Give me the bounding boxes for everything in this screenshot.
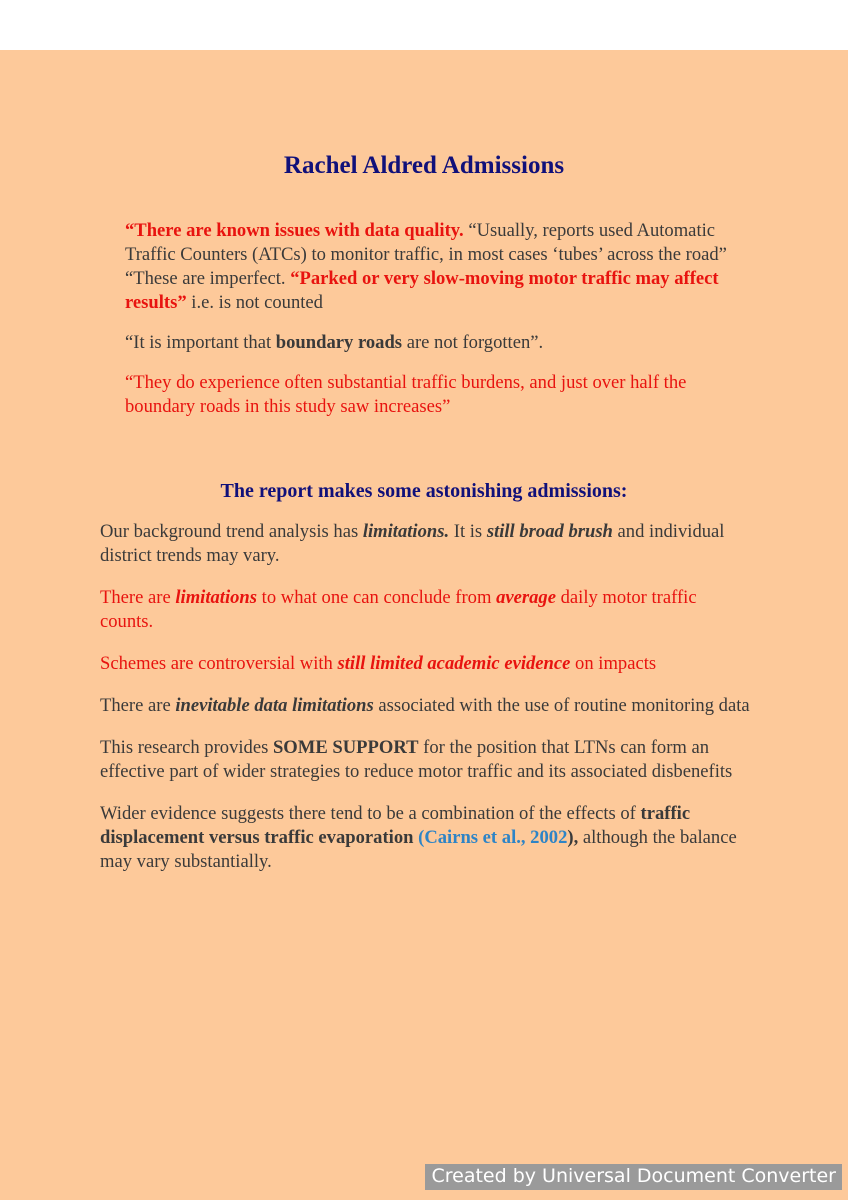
body-emphasis: still limited academic evidence (337, 653, 571, 674)
converter-watermark: Created by Universal Document Converter (425, 1164, 842, 1190)
quote-text: i.e. is not counted (186, 292, 323, 313)
body-text: although the balance may vary substantially. (100, 827, 737, 872)
page-title: Rachel Aldred Admissions (283, 152, 565, 179)
body-text: associated with the use of routine monitoring data (373, 695, 750, 716)
admission-paragraph-wider-evidence (100, 802, 750, 874)
body-text: This research provides (100, 737, 273, 758)
body-text: Schemes are controversial with (100, 653, 338, 674)
document-page (0, 50, 848, 1200)
quote-section (125, 219, 745, 435)
citation-paren: ( (413, 827, 425, 848)
quote-text: “It is important that (125, 332, 276, 353)
body-text: Wider evidence suggests there tend to be a combination of the effects of (100, 803, 641, 824)
quote-bold: boundary roads (275, 332, 403, 353)
body-text: on impacts (570, 653, 657, 674)
body-emphasis: average (496, 587, 556, 608)
quote-text: are not forgotten”. (402, 332, 544, 353)
body-text: There are (100, 587, 176, 608)
admission-paragraph-data-limitations (100, 694, 750, 718)
body-bold: traffic displacement versus traffic evaporation (100, 803, 691, 848)
body-text: Our background trend analysis has (100, 521, 363, 542)
body-text: to what one can conclude from (257, 587, 497, 608)
body-text: for the position that LTNs can form an effective part of wider strategies to reduce motor traffic and its associated disbenefits (100, 737, 733, 782)
quote-paragraph-boundary-roads (125, 331, 745, 355)
section-subheading: The report makes some astonishing admissions: (220, 480, 628, 502)
citation-link[interactable]: Cairns et al., 2002 (424, 827, 568, 848)
quote-paragraph-data-quality (125, 219, 745, 315)
quote-bold-lead: “There are known issues with data quality. (125, 220, 464, 241)
body-emphasis: still broad brush (486, 521, 613, 542)
body-text: and individual district trends may vary. (100, 521, 725, 566)
citation-paren: ), (567, 827, 579, 848)
body-bold: SOME SUPPORT (272, 737, 419, 758)
body-emphasis: limitations. (362, 521, 450, 542)
admissions-section (100, 520, 750, 892)
body-text: It is (449, 521, 487, 542)
body-text: daily motor traffic counts. (100, 587, 697, 632)
admission-paragraph-trend (100, 520, 750, 568)
body-emphasis: inevitable data limitations (175, 695, 374, 716)
quote-paragraph-traffic-burdens: “They do experience often substantial traffic burdens, and just over half the boundary roads in this study saw increases” (125, 372, 687, 417)
admission-paragraph-evidence (100, 652, 750, 676)
admission-paragraph-counts (100, 586, 750, 634)
admission-paragraph-support (100, 736, 750, 784)
quote-text: “Usually, reports used Automatic Traffic Counters (ATCs) to monitor traffic, in most cases ‘tubes’ across the road” “These are imperfect. (125, 220, 727, 289)
body-text: There are (100, 695, 176, 716)
body-emphasis: limitations (175, 587, 257, 608)
quote-bold-red: “Parked or very slow-moving motor traffic may affect results” (125, 268, 719, 313)
